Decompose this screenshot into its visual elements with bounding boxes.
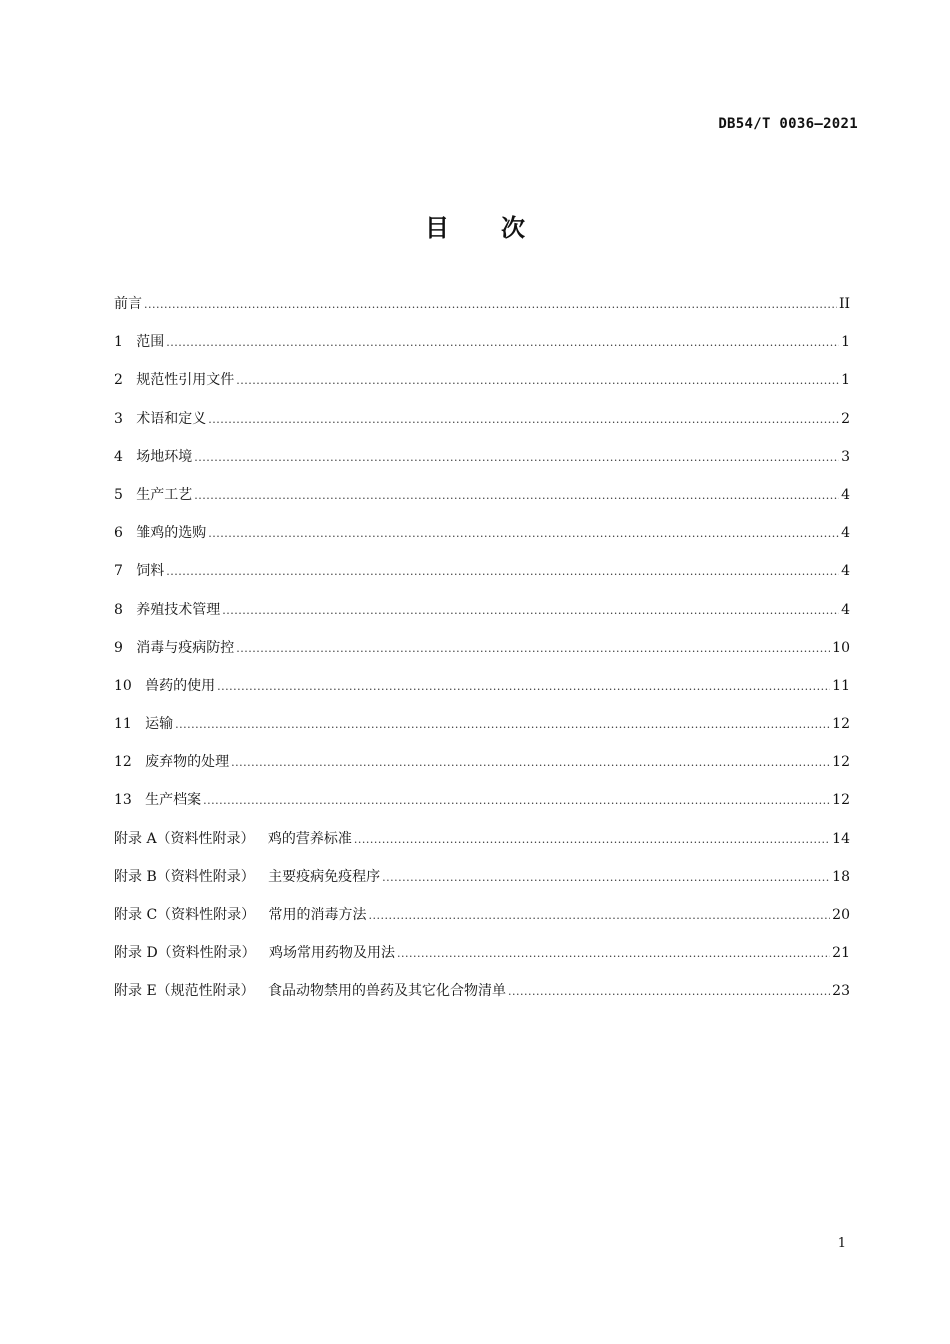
toc-entry-label: 生产工艺 [136, 486, 193, 503]
toc-entry-page: II [838, 296, 850, 312]
toc-entry[interactable] [114, 867, 850, 905]
toc-entry[interactable] [114, 943, 850, 981]
toc-entry-page: 21 [832, 945, 850, 962]
toc-leader-dots [231, 753, 830, 773]
toc-entry[interactable] [114, 447, 850, 485]
toc-entry-page: 18 [832, 868, 850, 885]
toc-title [0, 208, 950, 243]
toc-entry[interactable] [114, 981, 850, 1019]
document-code: DB54/T 0036—2021 [718, 116, 858, 132]
toc-entry-number: 4 [114, 448, 137, 465]
toc-entry-number: 10 [114, 677, 146, 694]
toc-entry-label: 鸡的营养标准 [267, 830, 352, 847]
toc-leader-dots [166, 333, 839, 353]
toc-entry[interactable] [114, 752, 850, 790]
toc-leader-dots [203, 791, 830, 811]
toc-entry-number: 附录 B（资料性附录） [114, 868, 269, 885]
toc-entry[interactable] [114, 409, 850, 447]
toc-entry-number: 8 [114, 601, 137, 618]
toc-entry-number: 7 [114, 563, 137, 580]
toc-entry-number: 3 [114, 410, 137, 427]
toc-entry-page: 4 [841, 525, 850, 542]
toc-entry[interactable] [114, 600, 850, 638]
toc-entry[interactable] [114, 714, 850, 752]
toc-entry-page: 11 [832, 677, 850, 694]
toc-entry-page: 12 [832, 754, 850, 771]
toc-entry[interactable] [114, 638, 850, 676]
toc-entry[interactable] [114, 561, 850, 599]
toc-title-char-2: 次 [501, 214, 525, 242]
toc-entry-number: 附录 C（资料性附录） [114, 907, 269, 923]
page-number: 1 [837, 1236, 846, 1251]
toc-entry-page: 23 [832, 983, 850, 1000]
toc-entry-page: 4 [841, 601, 850, 618]
toc-entry-label: 前言 [114, 296, 142, 312]
toc-entry-number: 6 [114, 525, 137, 542]
toc-leader-dots [208, 410, 839, 430]
toc-entry-label: 兽药的使用 [145, 677, 216, 694]
toc-entry[interactable] [114, 294, 850, 332]
toc-entry-page: 1 [841, 334, 850, 351]
toc-entry-page: 4 [841, 486, 850, 503]
toc-entry-page: 12 [832, 792, 850, 809]
toc-entry-label: 鸡场常用药物及用法 [269, 945, 396, 962]
toc-entry-label: 食品动物禁用的兽药及其它化合物清单 [268, 983, 507, 1000]
toc-entry-page: 3 [841, 448, 850, 465]
toc-leader-dots [175, 715, 830, 735]
table-of-contents [114, 294, 850, 1020]
toc-entry-number: 1 [114, 334, 137, 351]
toc-entry-page: 12 [832, 716, 850, 733]
toc-entry-number: 2 [114, 372, 137, 389]
toc-entry-number: 13 [114, 792, 146, 809]
toc-entry-label: 范围 [136, 334, 165, 351]
toc-leader-dots [222, 601, 839, 621]
toc-entry-number: 11 [114, 716, 146, 733]
toc-entry-page: 20 [832, 907, 850, 923]
toc-leader-dots [236, 639, 830, 659]
toc-leader-dots [508, 982, 830, 1002]
toc-entry[interactable] [114, 905, 850, 943]
toc-entry-number: 附录 D（资料性附录） [114, 945, 270, 962]
toc-entry-label: 主要疫病免疫程序 [268, 868, 381, 885]
toc-entry[interactable] [114, 332, 850, 370]
toc-leader-dots [354, 830, 830, 850]
toc-entry-label: 饲料 [136, 563, 165, 580]
toc-entry-label: 雏鸡的选购 [136, 525, 207, 542]
toc-leader-dots [194, 448, 839, 468]
toc-entry-label: 运输 [145, 716, 174, 733]
toc-entry-page: 4 [841, 563, 850, 580]
toc-entry-label: 场地环境 [136, 448, 193, 465]
toc-entry-label: 生产档案 [145, 792, 202, 809]
toc-entry-page: 10 [832, 639, 850, 656]
toc-leader-dots [236, 371, 839, 391]
toc-entry-label: 消毒与疫病防控 [136, 639, 235, 656]
toc-entry-number: 5 [114, 486, 137, 503]
toc-entry-label: 术语和定义 [136, 410, 207, 427]
toc-leader-dots [208, 524, 839, 544]
toc-entry-page: 14 [832, 830, 850, 847]
toc-leader-dots [217, 677, 830, 697]
toc-entry-number: 附录 E（规范性附录） [114, 983, 269, 1000]
toc-entry-label: 常用的消毒方法 [268, 907, 367, 923]
toc-entry[interactable] [114, 790, 850, 828]
toc-title-char-1: 目 [425, 214, 449, 242]
toc-leader-dots [144, 295, 837, 315]
toc-leader-dots [166, 562, 839, 582]
toc-entry-label: 养殖技术管理 [136, 601, 221, 618]
toc-entry-page: 2 [841, 410, 850, 427]
toc-entry-label: 废弃物的处理 [145, 754, 230, 771]
toc-entry[interactable] [114, 829, 850, 867]
toc-entry-label: 规范性引用文件 [136, 372, 235, 389]
toc-entry-page: 1 [841, 372, 850, 389]
toc-entry[interactable] [114, 676, 850, 714]
toc-leader-dots [382, 868, 830, 888]
toc-entry-number: 9 [114, 639, 137, 656]
toc-entry[interactable] [114, 523, 850, 561]
toc-leader-dots [369, 906, 831, 926]
toc-entry-number: 12 [114, 754, 146, 771]
toc-entry[interactable] [114, 485, 850, 523]
toc-entry[interactable] [114, 370, 850, 408]
toc-leader-dots [194, 486, 839, 506]
toc-entry-number: 附录 A（资料性附录） [114, 830, 268, 847]
toc-leader-dots [397, 944, 830, 964]
